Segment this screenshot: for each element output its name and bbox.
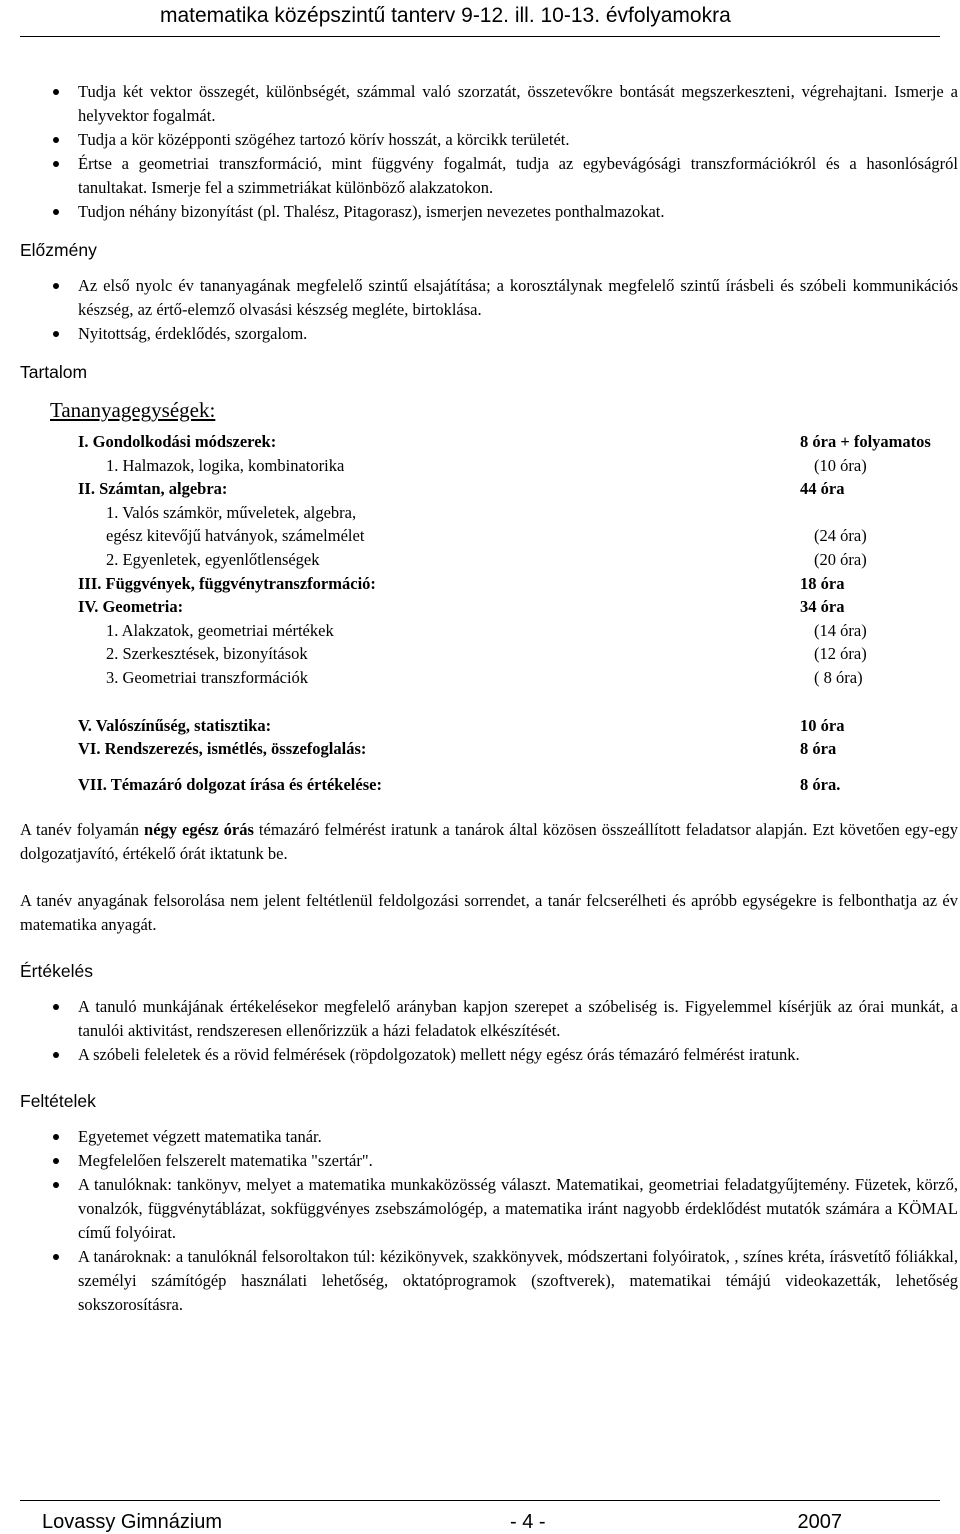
ertekeles-list bbox=[20, 995, 958, 1067]
section-heading-elozmeny: Előzmény bbox=[20, 240, 97, 260]
subtopic-row bbox=[78, 548, 888, 572]
topic-label: 2. Szerkesztések, bizonyítások bbox=[106, 644, 308, 664]
topic-row bbox=[78, 595, 888, 619]
subtopic-row bbox=[78, 524, 888, 548]
section-heading-ertekeles: Értékelés bbox=[20, 961, 93, 982]
topic-row bbox=[78, 737, 888, 761]
topic-label: 1. Valós számkör, műveletek, algebra, bbox=[106, 502, 357, 522]
topic-label: IV. Geometria: bbox=[78, 597, 184, 617]
subtopic-row bbox=[78, 666, 888, 690]
topic-label: 1. Alakzatok, geometriai mértékek bbox=[106, 620, 334, 640]
topic-row bbox=[78, 714, 888, 738]
topic-hours: 8 óra. bbox=[800, 774, 841, 794]
list-item: A szóbeli feleletek és a rövid felmérések (röpdolgozatok) mellett négy egész órás témazáró felmérést iratunk. bbox=[20, 1043, 958, 1067]
topic-row bbox=[78, 477, 888, 501]
topic-spacer bbox=[78, 690, 888, 714]
subtopic-row bbox=[78, 501, 888, 525]
list-item: Értse a geometriai transzformáció, mint függvény fogalmát, tudja az egybevágósági transzformációkról és a hasonlóságról tanultakat. Ismerje fel a szimmetriákat különböző alakzatokon. bbox=[20, 152, 958, 200]
section-heading-tartalom: Tartalom bbox=[20, 362, 88, 382]
section-heading-feltetelek: Feltételek bbox=[20, 1091, 96, 1112]
topic-label: VII. Témazáró dolgozat írása és értékelése: bbox=[78, 774, 382, 794]
topic-label: II. Számtan, algebra: bbox=[78, 479, 228, 499]
topic-hours: ( 8 óra) bbox=[814, 667, 863, 687]
list-item: A tanuló munkájának értékelésekor megfelelő arányban kapjon szerepet a szóbeliség is. Figyelemmel kísérjük az órai munkát, a tanulói aktivitást, rendszeresen ellenőrizzük a házi feladatok elkészítését. bbox=[20, 995, 958, 1043]
elozmeny-list bbox=[20, 274, 958, 346]
topic-hours: (20 óra) bbox=[814, 549, 867, 569]
footer-page-number: - 4 - bbox=[510, 1511, 546, 1533]
goals-list bbox=[20, 80, 958, 224]
list-item: Nyitottság, érdeklődés, szorgalom. bbox=[20, 322, 958, 346]
list-item: Tudja a kör középponti szögéhez tartozó körív hosszát, a körcikk területét. bbox=[20, 128, 958, 152]
list-item: A tanároknak: a tanulóknál felsoroltakon túl: kézikönyvek, szakkönyvek, módszertani folyóiratok, , színes kréta, írásvetítő fóliákkal, személyi számítógép használati lehetőség, oktatóprogramok (szoftverek), matematikai témájú videokazetták, lehetőség sokszorosításra. bbox=[20, 1245, 958, 1317]
para-text: A tanév folyamán bbox=[20, 820, 145, 840]
subtopic-row bbox=[78, 619, 888, 643]
topic-label: V. Valószínűség, statisztika: bbox=[78, 715, 272, 735]
para-bold-text: négy egész órás bbox=[144, 820, 254, 840]
subtopic-row bbox=[78, 454, 888, 478]
topics-table bbox=[78, 430, 931, 796]
topic-hours: 44 óra bbox=[800, 479, 845, 499]
topic-row bbox=[78, 773, 888, 797]
topic-label: 3. Geometriai transzformációk bbox=[106, 667, 309, 687]
tananyag-title: Tananyagegységek: bbox=[50, 398, 216, 422]
list-item: Tudjon néhány bizonyítást (pl. Thalész, Pitagorasz), ismerjen nevezetes ponthalmazokat. bbox=[20, 200, 958, 224]
topic-row bbox=[78, 572, 888, 596]
topic-spacer bbox=[78, 761, 888, 773]
topic-hours: 8 óra bbox=[800, 739, 837, 759]
topic-label: I. Gondolkodási módszerek: bbox=[78, 432, 277, 451]
list-item: Egyetemet végzett matematika tanár. bbox=[20, 1125, 958, 1149]
footer-year: 2007 bbox=[797, 1511, 842, 1533]
topic-hours: (10 óra) bbox=[814, 455, 867, 475]
footer-rule bbox=[20, 1500, 940, 1501]
topic-hours bbox=[800, 501, 888, 525]
topic-hours: (24 óra) bbox=[814, 526, 867, 546]
para-text: témazáró felmérést iratunk a tanárok által közösen összeállított feladatsor alapján. Ezt követően egy-egy dolgozatjavító, értékelő órát iktatunk be. bbox=[20, 820, 958, 864]
topic-hours: (14 óra) bbox=[814, 620, 867, 640]
header-rule bbox=[20, 36, 940, 37]
list-item: Tudja két vektor összegét, különbségét, számmal való szorzatát, összetevőkre bontását megszerkeszteni, végrehajtani. Ismerje a helyvektor fogalmát. bbox=[20, 80, 958, 128]
paragraph-assessment bbox=[20, 818, 958, 866]
topic-row bbox=[78, 430, 931, 454]
topic-hours: 8 óra + folyamatos bbox=[800, 432, 931, 451]
topic-hours: 10 óra bbox=[800, 715, 845, 735]
document-body bbox=[20, 80, 958, 1317]
topic-label: 2. Egyenletek, egyenlőtlenségek bbox=[106, 549, 320, 569]
topic-label: 1. Halmazok, logika, kombinatorika bbox=[106, 455, 345, 475]
topic-hours: 34 óra bbox=[800, 597, 845, 617]
list-item: Az első nyolc év tananyagának megfelelő szintű elsajátítása; a korosztálynak megfelelő szintű írásbeli és szóbeli kommunikációs készség, az értő-elemző olvasási készség megléte, birtoklása. bbox=[20, 274, 958, 322]
topic-hours: 18 óra bbox=[800, 573, 845, 593]
paragraph-order: A tanév anyagának felsorolása nem jelent feltétlenül feldolgozási sorrendet, a tanár felcserélheti és apróbb egységekre is felbonthatja az év matematika anyagát. bbox=[20, 891, 958, 935]
subtopic-row bbox=[78, 642, 888, 666]
header-title: matematika középszintű tanterv 9-12. ill. 10-13. évfolyamokra bbox=[160, 4, 731, 27]
topic-label: VI. Rendszerezés, ismétlés, összefoglalás: bbox=[78, 739, 367, 759]
page-header bbox=[0, 0, 960, 36]
topic-hours: (12 óra) bbox=[814, 644, 867, 664]
list-item: A tanulóknak: tankönyv, melyet a matematika munkaközösség választ. Matematikai, geometriai feladatgyűjtemény. Füzetek, körző, vonalzók, függvénytáblázat, sokfüggvényes zsebszámológép, a matematika iránt nagyobb érdeklődést mutatók számára a KÖMAL című folyóirat. bbox=[20, 1173, 958, 1245]
topic-label: egész kitevőjű hatványok, számelmélet bbox=[106, 526, 365, 546]
feltetelek-list bbox=[20, 1125, 958, 1317]
footer-school: Lovassy Gimnázium bbox=[42, 1511, 223, 1533]
topic-label: III. Függvények, függvénytranszformáció: bbox=[78, 573, 376, 593]
list-item: Megfelelően felszerelt matematika "szertár". bbox=[20, 1149, 958, 1173]
